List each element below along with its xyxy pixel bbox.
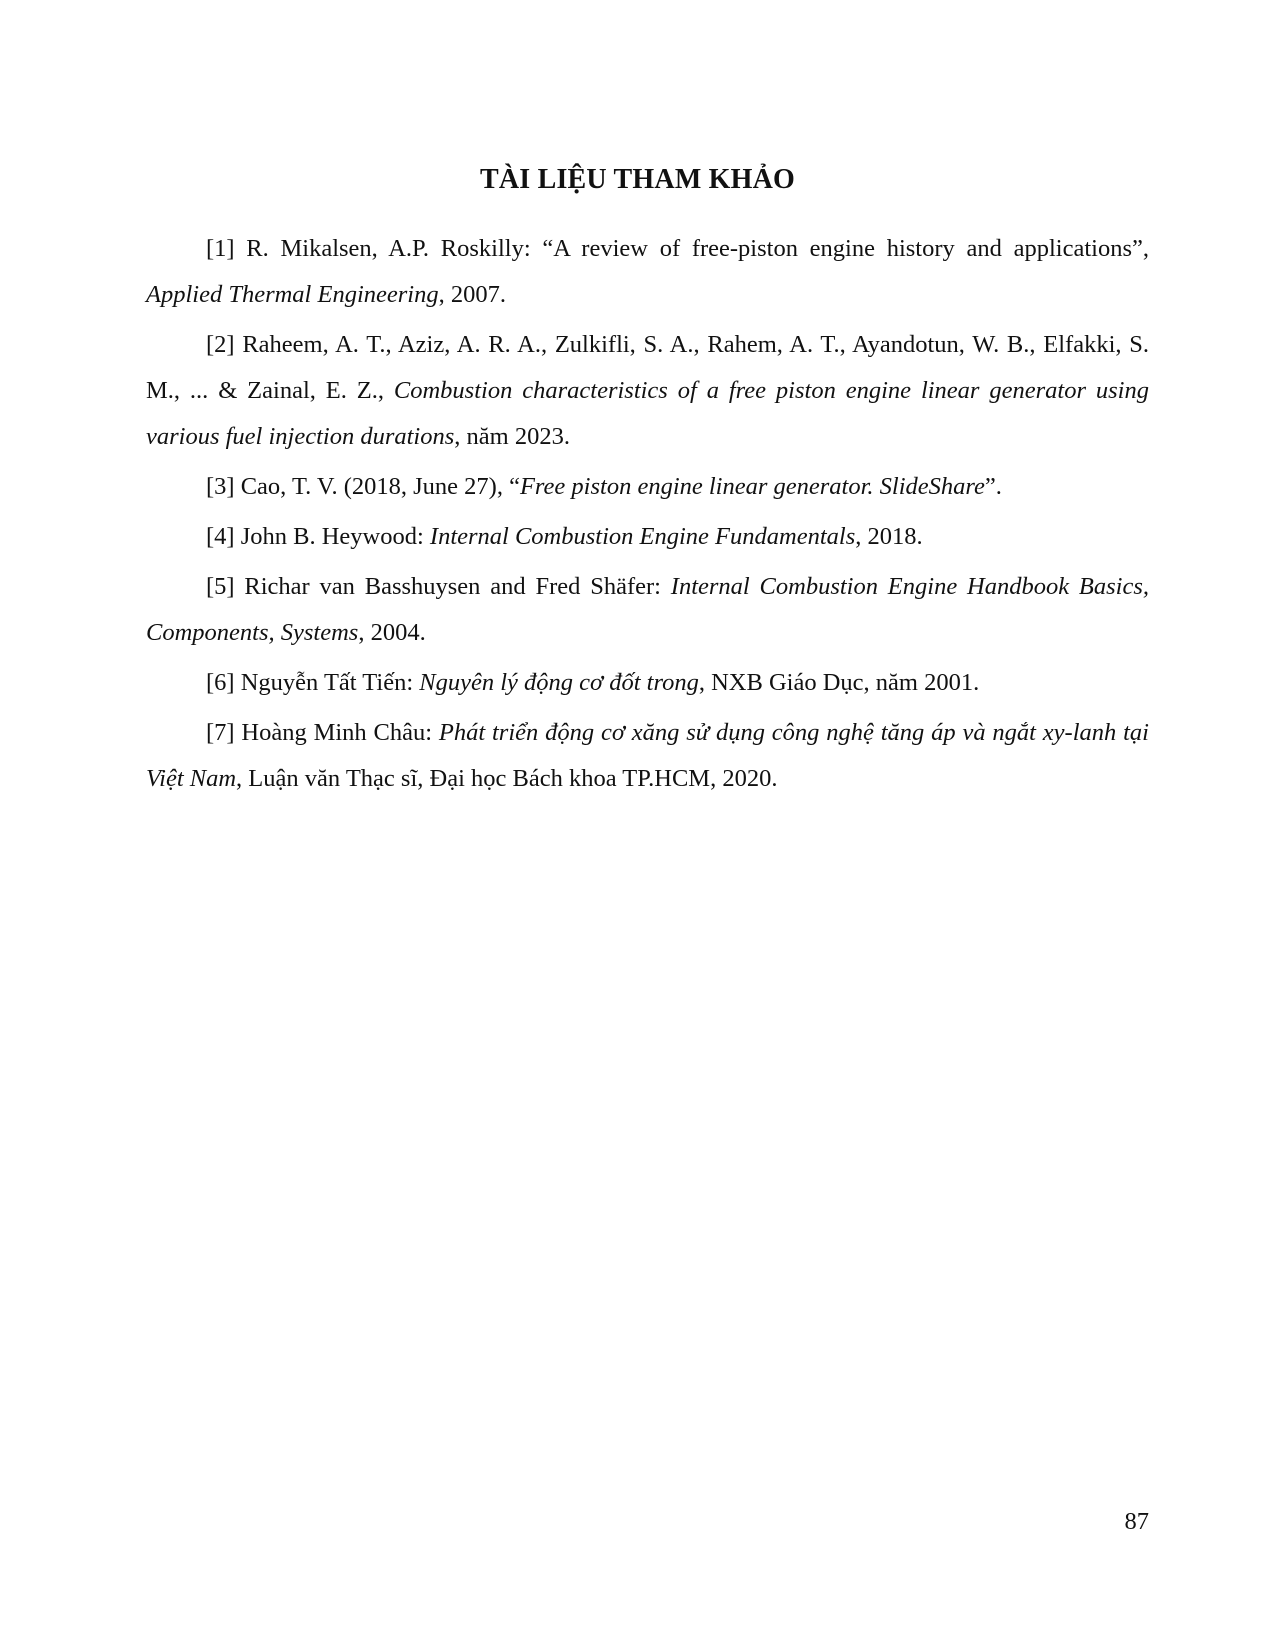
reference-title: Applied Thermal Engineering bbox=[146, 281, 439, 308]
reference-text-end: , 2018. bbox=[855, 523, 923, 550]
reference-number: [6] bbox=[206, 669, 235, 696]
reference-number: [7] bbox=[206, 719, 235, 746]
reference-number: [3] bbox=[206, 473, 235, 500]
reference-text: John B. Heywood: bbox=[234, 523, 430, 550]
reference-text-end: , 2004. bbox=[358, 619, 426, 646]
reference-text: R. Mikalsen, A.P. Roskilly: “A review of free-piston engine history and applications”, bbox=[234, 235, 1149, 262]
reference-item bbox=[146, 226, 1149, 318]
reference-text-end: , Luận văn Thạc sĩ, Đại học Bách khoa TP.HCM, 2020. bbox=[236, 765, 778, 792]
reference-title: Internal Combustion Engine Fundamentals bbox=[429, 523, 856, 550]
reference-text-end: , NXB Giáo Dục, năm 2001. bbox=[698, 669, 980, 696]
reference-list bbox=[146, 226, 1149, 806]
reference-item bbox=[146, 564, 1149, 656]
reference-title: Phát triển động cơ xăng sử dụng công nghệ tăng áp và ngắt xy-lanh tại Việt Nam bbox=[146, 719, 1149, 792]
reference-item bbox=[146, 514, 1149, 560]
reference-item bbox=[146, 660, 1149, 706]
reference-text: Richar van Basshuysen and Fred Shäfer: bbox=[234, 573, 671, 600]
page-title: TÀI LIỆU THAM KHẢO bbox=[479, 164, 796, 195]
page-number: 87 bbox=[1124, 1508, 1149, 1535]
reference-title: Free piston engine linear generator. SlideShare bbox=[519, 473, 985, 500]
reference-item bbox=[146, 464, 1149, 510]
reference-text: Raheem, A. T., Aziz, A. R. A., Zulkifli, S. A., Rahem, A. T., Ayandotun, W. B., Elfakki, S. M., ... & Zainal, E. Z., bbox=[146, 331, 1149, 404]
reference-title: Combustion characteristics of a free piston engine linear generator using various fuel injection durations bbox=[146, 377, 1149, 450]
reference-number: [1] bbox=[206, 235, 235, 262]
reference-number: [4] bbox=[206, 523, 235, 550]
reference-text: Cao, T. V. (2018, June 27), “ bbox=[234, 473, 520, 500]
reference-number: [5] bbox=[206, 573, 235, 600]
reference-item bbox=[146, 322, 1149, 460]
reference-text-end: ”. bbox=[984, 473, 1002, 500]
reference-number: [2] bbox=[206, 331, 235, 358]
reference-text: Hoàng Minh Châu: bbox=[234, 719, 439, 746]
reference-title: Internal Combustion Engine Handbook Basics, Components, Systems bbox=[146, 573, 1150, 646]
reference-item bbox=[146, 710, 1149, 802]
reference-text-end: , năm 2023. bbox=[454, 423, 570, 450]
reference-text-end: , 2007. bbox=[438, 281, 506, 308]
reference-text: Nguyễn Tất Tiến: bbox=[234, 669, 420, 696]
reference-title: Nguyên lý động cơ đốt trong bbox=[419, 669, 699, 696]
